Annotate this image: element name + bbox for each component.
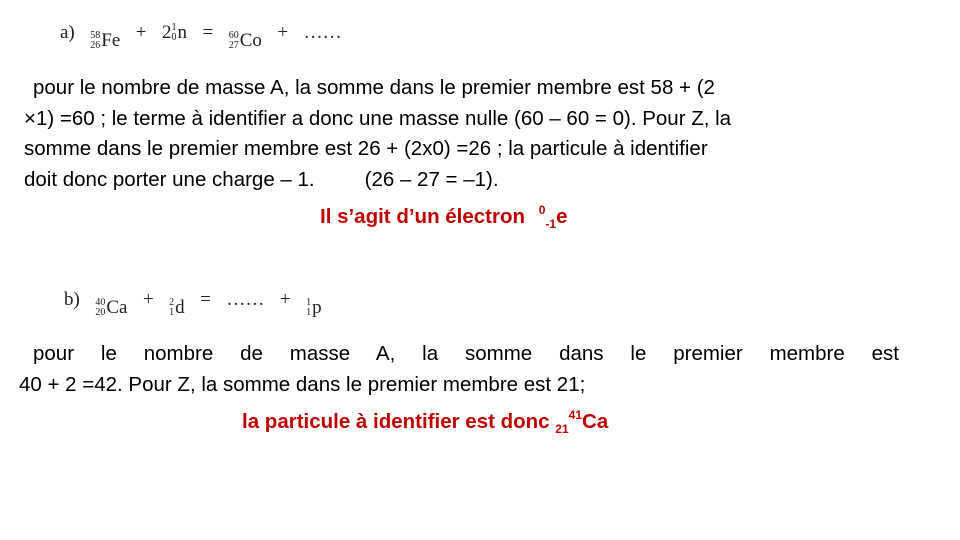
plus-sign: + xyxy=(135,22,147,43)
proton-nuclide: 1 1 p xyxy=(306,297,322,318)
calcium-nuclide: 40 20 Ca xyxy=(95,297,128,318)
text-line: doit donc porter une charge – 1. (26 – 27 = –1). xyxy=(24,167,499,191)
unknown-particle-dots: …… xyxy=(303,22,342,43)
cobalt-nuclide: 60 27 Co xyxy=(228,30,262,51)
plus-sign: + xyxy=(277,22,289,43)
text-line: somme dans le premier membre est 26 + (2x0) =26 ; la particule à identifier xyxy=(24,137,708,160)
conclusion-electron: Il s’agit d’un électron $^0_{-1}$e xyxy=(320,203,568,231)
plus-sign: + xyxy=(142,289,154,310)
deuteron-nuclide: 2 1 d xyxy=(169,297,185,318)
iron-nuclide: 58 26 Fe xyxy=(90,30,121,51)
equation-b xyxy=(64,289,322,319)
equation-a-label: a) xyxy=(60,22,75,43)
plus-sign: + xyxy=(279,289,291,310)
text-line: pour le nombre de masse A, la somme dans le premier membre est 58 + (2 xyxy=(33,76,715,99)
text-line: 40 + 2 =42. Pour Z, la somme dans le premier membre est 21; xyxy=(19,372,586,396)
neutron-term: 2 1 0 n xyxy=(161,22,187,43)
conclusion-calcium: la particule à identifier est donc $_{21}^{41}$Ca xyxy=(242,408,609,436)
text-line: pour le nombre de masse A, la somme dans le premier membre est xyxy=(33,342,899,365)
equation-a xyxy=(60,22,342,52)
equation-b-label: b) xyxy=(64,289,80,310)
unknown-particle-dots: …… xyxy=(226,289,265,310)
equals-sign: = xyxy=(202,22,214,43)
equals-sign: = xyxy=(200,289,211,310)
text-line: ×1) =60 ; le terme à identifier a donc une masse nulle (60 – 60 = 0). Pour Z, la xyxy=(24,106,732,130)
explanation-b xyxy=(19,339,899,445)
explanation-a xyxy=(24,73,924,240)
